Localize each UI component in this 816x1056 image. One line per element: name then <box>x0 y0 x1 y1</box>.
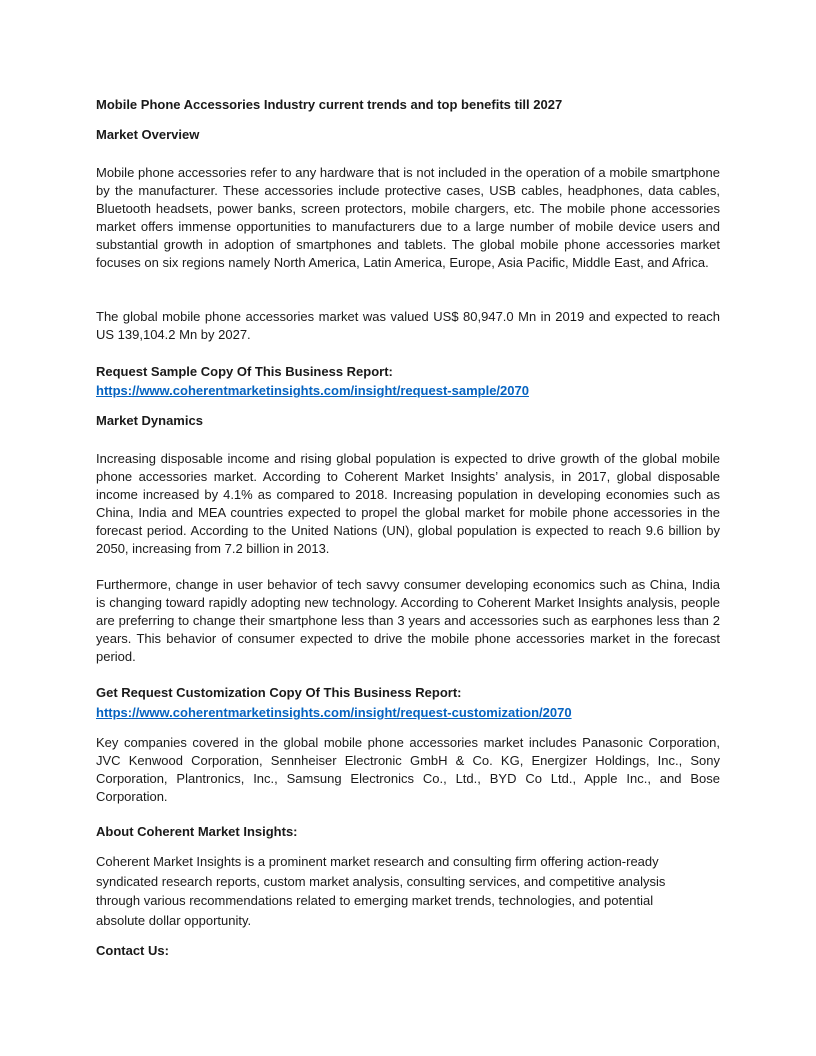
market-dynamics-paragraph-2: Furthermore, change in user behavior of tech savvy consumer developing economics such as China, India is changing toward rapidly adopting new technology. According to Coherent Market Insights analysis, people are preferring to change their smartphone less than 3 years and accessories such as earphones less than 2 years. This behavior of consumer expected to drive the mobile phone accessories market in the forecast period. <box>96 577 720 664</box>
customization-request-link[interactable]: https://www.coherentmarketinsights.com/insight/request-customization/2070 <box>96 705 572 720</box>
customization-request-label: Get Request Customization Copy Of This Business Report: <box>96 685 462 700</box>
key-companies-paragraph: Key companies covered in the global mobile phone accessories market includes Panasonic Corporation, JVC Kenwood Corporation, Sennheiser Electronic GmbH & Co. KG, Energizer Holdings, Inc., Sony Corporation, Plantronics, Inc., Samsung Electronics Co., Ltd., BYD Co Ltd., Apple Inc., and Bose Corporation. <box>96 735 720 804</box>
sample-request-link[interactable]: https://www.coherentmarketinsights.com/insight/request-sample/2070 <box>96 383 529 398</box>
sample-request-label: Request Sample Copy Of This Business Report: <box>96 364 393 379</box>
market-overview-paragraph: Mobile phone accessories refer to any hardware that is not included in the operation of a mobile smartphone by the manufacturer. These accessories include protective cases, USB cables, headphones, data cables, Bluetooth headsets, power banks, screen protectors, mobile chargers, etc. The mobile phone accessories market offers immense opportunities to manufacturers due to a large number of mobile device users and substantial growth in adoption of smartphones and tablets. The global mobile phone accessories market focuses on six regions namely North America, Latin America, Europe, Asia Pacific, Middle East, and Africa. <box>96 165 720 270</box>
market-value-paragraph: The global mobile phone accessories market was valued US$ 80,947.0 Mn in 2019 and expected to reach US 139,104.2 Mn by 2027. <box>96 309 720 342</box>
contact-heading: Contact Us: <box>96 943 169 958</box>
market-dynamics-paragraph-1: Increasing disposable income and rising global population is expected to drive growth of the global mobile phone accessories market. According to Coherent Market Insights’ analysis, in 2017, global disposable income increased by 4.1% as compared to 2018. Increasing population in developing economies such as China, India and MEA countries expected to propel the global market for mobile phone accessories in the forecast period. According to the United Nations (UN), global population is expected to reach 9.6 billion by 2050, increasing from 7.2 billion in 2013. <box>96 451 720 556</box>
market-dynamics-heading: Market Dynamics <box>96 413 203 428</box>
about-paragraph: Coherent Market Insights is a prominent market research and consulting firm offering action-ready syndicated research reports, custom market analysis, consulting services, and competitive analysis through various recommendations related to emerging market trends, technologies, and potential absolute dollar opportunity. <box>96 854 666 928</box>
market-overview-heading: Market Overview <box>96 127 200 142</box>
about-heading: About Coherent Market Insights: <box>96 824 298 839</box>
document-title: Mobile Phone Accessories Industry current trends and top benefits till 2027 <box>96 97 563 112</box>
